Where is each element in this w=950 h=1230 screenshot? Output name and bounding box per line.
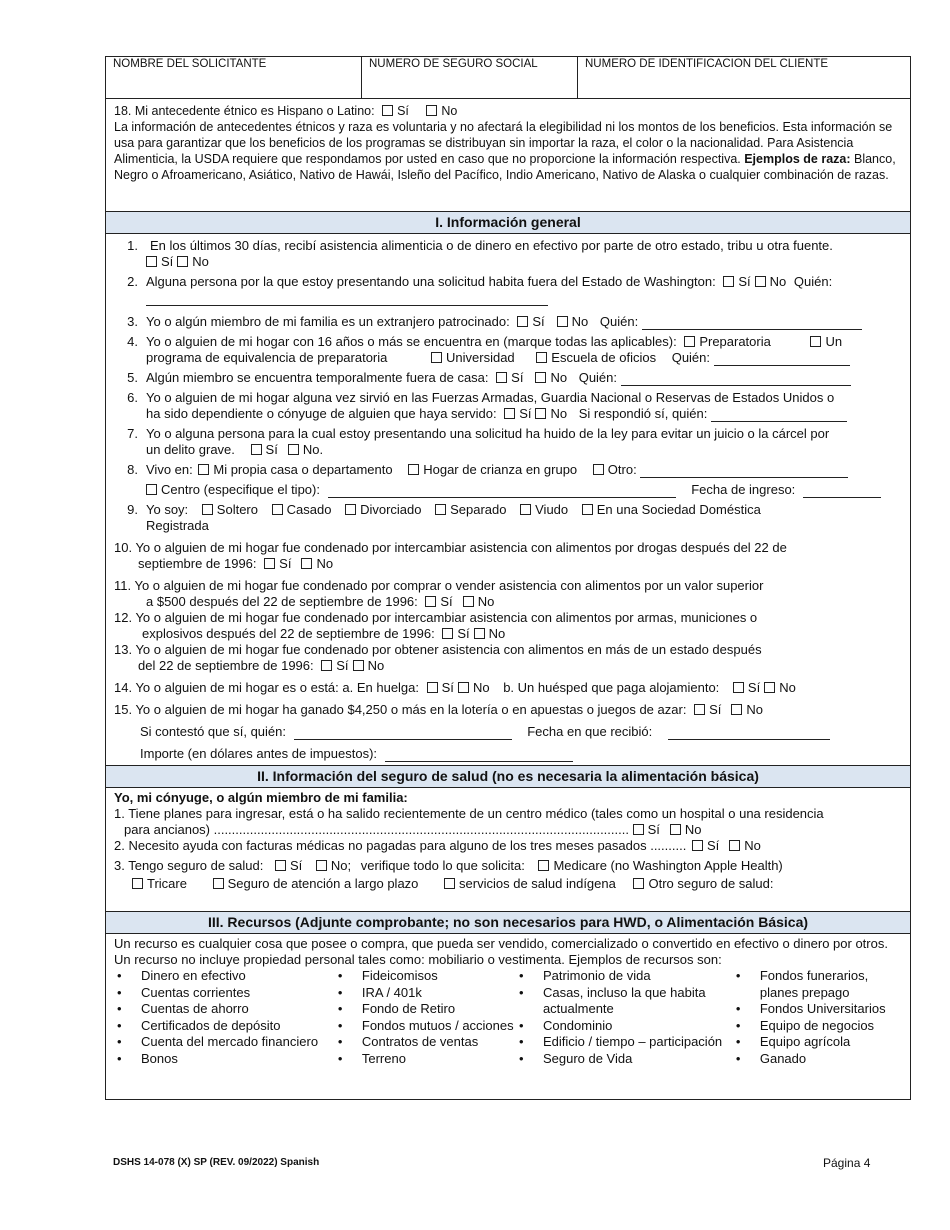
q9-opt-3-checkbox[interactable] <box>435 504 446 515</box>
q15-no-checkbox[interactable] <box>731 704 742 715</box>
s2-q3-options <box>114 876 902 892</box>
s2-tricare-checkbox[interactable] <box>132 878 143 889</box>
resource-item: • Ganado <box>733 1051 902 1068</box>
s2-q3 <box>114 858 902 874</box>
q9-num: 9. <box>127 502 138 517</box>
s2-q1-label-2: para ancianos) ................................................................................................................... <box>124 822 629 837</box>
q12-yes-label: Sí <box>457 626 470 641</box>
q14-b-no-label: No <box>779 680 796 695</box>
q13-yes-label: Sí <box>336 658 349 673</box>
resource-columns <box>114 968 902 1067</box>
q15-who-line[interactable] <box>294 727 512 740</box>
q2-yes-checkbox[interactable] <box>723 276 734 287</box>
q11-yes-checkbox[interactable] <box>425 596 436 607</box>
q10 <box>114 540 902 572</box>
resource-item: • Terreno <box>335 1051 516 1068</box>
q10-yes-label: Sí <box>279 556 292 571</box>
resource-item: • Condominio <box>516 1018 733 1035</box>
q15-date-label: Fecha en que recibió: <box>527 724 653 739</box>
q4-num: 4. <box>127 334 138 349</box>
q1-yes-checkbox[interactable] <box>146 256 157 267</box>
resource-item: • Fondo de Retiro <box>335 1001 516 1018</box>
resource-item: • Fondos Universitarios <box>733 1001 902 1018</box>
q18-text2: Blanco, Negro o Afroamericano, Asiático, Nativo de Hawái, Isleño del Pacífico, Indio Americano, Nativo de Alaska o cualquier combinación de razas. <box>114 152 896 182</box>
resource-item: • Fondos mutuos / acciones <box>335 1018 516 1035</box>
q10-label: 10. Yo o alguien de mi hogar fue condenado por intercambiar asistencia con alimentos por drogas después del 22 de <box>114 540 787 555</box>
q5-no-checkbox[interactable] <box>535 372 546 383</box>
resource-item: • Dinero en efectivo <box>114 968 335 985</box>
q9-opt-0-label: Soltero <box>216 502 258 517</box>
resource-item: • Contratos de ventas <box>335 1034 516 1051</box>
s2-q3-no-label: No; <box>330 858 352 873</box>
resource-item: • Equipo de negocios <box>733 1018 902 1035</box>
resource-item: • Fondos funerarios, planes prepago <box>733 968 902 1001</box>
q14-b-no-checkbox[interactable] <box>764 682 775 693</box>
q2-num: 2. <box>127 274 138 289</box>
q8-otro-checkbox[interactable] <box>593 464 604 475</box>
q8-casa-checkbox[interactable] <box>198 464 209 475</box>
q11-label-2: a $500 después del 22 de septiembre de 1996: <box>146 594 418 609</box>
page-number: Página 4 <box>823 1156 871 1170</box>
q6-label: Yo o alguien de mi hogar alguna vez sirvió en las Fuerzas Armadas, Guardia Nacional o Reservas de Estados Unidos o <box>146 390 835 405</box>
q18-explanation <box>114 119 902 183</box>
section-1-title: I. Información general <box>106 212 910 234</box>
q9 <box>114 502 902 534</box>
q1-label: En los últimos 30 días, recibí asistencia alimenticia o de dinero en efectivo por parte de otro estado, tribu u otra fuente. <box>150 238 833 253</box>
q8-centro-line[interactable] <box>328 485 676 498</box>
resource-item: • Casas, incluso la que habita actualmente <box>516 985 733 1018</box>
q10-label-2: septiembre de 1996: <box>138 556 257 571</box>
q7-label-2: un delito grave. <box>146 442 235 457</box>
resource-item: • Fideicomisos <box>335 968 516 985</box>
application-form <box>105 56 911 1100</box>
q7-no-checkbox[interactable] <box>288 444 299 455</box>
q3-label: Yo o algún miembro de mi familia es un extranjero patrocinado: <box>146 314 510 329</box>
resource-item: • Edificio / tiempo – participación <box>516 1034 733 1051</box>
q15-amount-label: Importe (en dólares antes de impuestos): <box>140 746 378 761</box>
q18-text1: La información de antecedentes étnicos y raza es voluntaria y no afectará la elegibilidad ni los montos de los beneficios. Esta información se usa para garantizar que los beneficios de los programas se distribuyan sin importar la raza, el color o la nacionalidad. Para Asistencia Alimenticia, la USDA requiere que respondamos por usted en caso que no proporcione la información respectiva. <box>114 120 893 166</box>
q15-amount-line[interactable] <box>385 749 573 762</box>
q3-no-checkbox[interactable] <box>557 316 568 327</box>
q9-opt-4-checkbox[interactable] <box>520 504 531 515</box>
resource-item: • Patrimonio de vida <box>516 968 733 985</box>
q5-no-label: No <box>550 370 568 385</box>
q1-no-checkbox[interactable] <box>177 256 188 267</box>
q9-opt-2-label: Divorciado <box>360 502 422 517</box>
s2-medicare-checkbox[interactable] <box>538 860 549 871</box>
q2-who-line[interactable] <box>146 293 548 306</box>
q2-yes-label: Sí <box>738 274 751 289</box>
q8-fecha-label: Fecha de ingreso: <box>691 482 796 497</box>
q1-yes-label: Sí <box>161 254 174 269</box>
resource-item: • IRA / 401k <box>335 985 516 1002</box>
q18-yes-checkbox[interactable] <box>382 105 393 116</box>
s2-q2-label: 2. Necesito ayuda con facturas médicas no pagadas para alguno de los tres meses pasados .......... <box>114 838 687 853</box>
q12-yes-checkbox[interactable] <box>442 628 453 639</box>
q14-a-yes-label: Sí <box>441 680 454 695</box>
q6 <box>114 390 902 422</box>
q18-label: 18. Mi antecedente étnico es Hispano o Latino: <box>114 104 375 118</box>
q2 <box>114 274 902 306</box>
q14-b-yes-label: Sí <box>747 680 761 695</box>
s2-q2 <box>114 838 902 854</box>
q13-no-checkbox[interactable] <box>353 660 364 671</box>
q4-label: Yo o alguien de mi hogar con 16 años o más se encuentra en (marque todas las aplicables): <box>146 334 677 349</box>
s2-q2-no-checkbox[interactable] <box>729 840 740 851</box>
client-id-label: NUMERO DE IDENTIFICACION DEL CLIENTE <box>585 58 829 70</box>
q4-un-label: Un <box>825 334 843 349</box>
q6-yes-label: Sí <box>519 406 532 421</box>
s2-q2-yes-label: Sí <box>706 838 720 853</box>
q18-no-checkbox[interactable] <box>426 105 437 116</box>
q1 <box>114 238 902 270</box>
q12-label: 12. Yo o alguien de mi hogar fue condenado por intercambiar asistencia con alimentos por armas, municiones o <box>114 610 758 625</box>
q6-who-line[interactable] <box>711 409 847 422</box>
q3 <box>114 314 902 330</box>
q9-opt-0-checkbox[interactable] <box>202 504 213 515</box>
resource-item: • Certificados de depósito <box>114 1018 335 1035</box>
q13-yes-checkbox[interactable] <box>321 660 332 671</box>
resource-item: • Bonos <box>114 1051 335 1068</box>
q8-hogar-label: Hogar de crianza en grupo <box>423 462 578 477</box>
q14-b-label: b. Un huésped que paga alojamiento: <box>503 680 720 695</box>
q1-no-label: No <box>192 254 209 269</box>
q9-opt-5-label: En una Sociedad Doméstica <box>596 502 761 517</box>
q11-no-label: No <box>477 594 495 609</box>
q8-hogar-checkbox[interactable] <box>408 464 419 475</box>
q6-yes-checkbox[interactable] <box>504 408 515 419</box>
resource-item: • Cuentas de ahorro <box>114 1001 335 1018</box>
q15-label: 15. Yo o alguien de mi hogar ha ganado $4,250 o más en la lotería o en apuestas o juegos de azar: <box>114 702 687 717</box>
form-id: DSHS 14-078 (X) SP (REV. 09/2022) Spanish <box>113 1157 320 1168</box>
q10-no-label: No <box>316 556 334 571</box>
resource-item: • Cuentas corrientes <box>114 985 335 1002</box>
q9-opt-4-label: Viudo <box>535 502 569 517</box>
ssn-label: NUMERO DE SEGURO SOCIAL <box>369 58 538 70</box>
q8-centro-checkbox[interactable] <box>146 484 157 495</box>
resource-col-2 <box>335 968 516 1067</box>
q2-label: Alguna persona por la que estoy presentando una solicitud habita fuera del Estado de Washington: <box>146 274 716 289</box>
q14-a-no-checkbox[interactable] <box>458 682 469 693</box>
q18-bold: Ejemplos de raza: <box>744 152 851 166</box>
resource-col-1 <box>114 968 335 1067</box>
s2-q3-verify-label: verifique todo lo que solicita: <box>360 858 525 873</box>
q6-no-checkbox[interactable] <box>535 408 546 419</box>
resource-item: • Equipo agrícola <box>733 1034 902 1051</box>
s2-other-label: Otro seguro de salud: <box>648 876 774 891</box>
q12-no-label: No <box>488 626 506 641</box>
q3-who-label: Quién: <box>599 314 639 329</box>
q5 <box>114 370 902 386</box>
q2-no-checkbox[interactable] <box>755 276 766 287</box>
q3-who-line[interactable] <box>642 317 862 330</box>
q9-opt-2-checkbox[interactable] <box>345 504 356 515</box>
q8-centro-label: Centro (especifique el tipo): <box>161 482 320 497</box>
header-row <box>106 57 910 99</box>
q3-yes-label: Sí <box>532 314 545 329</box>
q7-no-label: No. <box>302 442 324 457</box>
applicant-name-field[interactable] <box>106 57 362 98</box>
s2-longterm-label: Seguro de atención a largo plazo <box>227 876 419 891</box>
q8-otro-label: Otro: <box>607 462 637 477</box>
question-18 <box>106 99 910 212</box>
s2-q2-no-label: No <box>744 838 761 853</box>
s2-medicare-label: Medicare (no Washington Apple Health) <box>553 858 783 873</box>
q15-date-line[interactable] <box>668 727 830 740</box>
q7-num: 7. <box>127 426 138 441</box>
s3-intro: Un recurso es cualquier cosa que posee o compra, que pueda ser vendido, comercializado o convertido en efectivo o dinero por otros. Un recurso no incluye propiedad personal tales como: mobiliario o vestimenta. Ejemplos de recursos son: <box>114 936 888 967</box>
q12-no-checkbox[interactable] <box>474 628 485 639</box>
resource-item: • Seguro de Vida <box>516 1051 733 1068</box>
applicant-name-label: NOMBRE DEL SOLICITANTE <box>113 58 267 70</box>
q12 <box>114 610 902 642</box>
s2-q1-no-label: No <box>684 822 702 837</box>
q7-label: Yo o alguna persona para la cual estoy presentando una solicitud ha huido de la ley para evitar un juicio o la cárcel por <box>146 426 830 441</box>
s2-q3-yes-checkbox[interactable] <box>275 860 286 871</box>
q14-a-yes-checkbox[interactable] <box>427 682 438 693</box>
q5-who-line[interactable] <box>621 373 851 386</box>
q5-label: Algún miembro se encuentra temporalmente fuera de casa: <box>146 370 489 385</box>
q15-yes-label: Sí <box>709 702 722 717</box>
q18-no-label: No <box>441 104 458 118</box>
q7-yes-label: Sí <box>265 442 278 457</box>
q13 <box>114 642 902 674</box>
q15 <box>114 702 902 762</box>
q12-label-2: explosivos después del 22 de septiembre de 1996: <box>142 626 435 641</box>
q6-label-2: ha sido dependiente o cónyuge de alguien que haya servido: <box>146 406 497 421</box>
resource-col-4 <box>733 968 902 1067</box>
q5-yes-label: Sí <box>511 370 524 385</box>
q9-reg-label: Registrada <box>146 518 209 533</box>
q14 <box>114 680 902 696</box>
s2-q2-yes-checkbox[interactable] <box>692 840 703 851</box>
s2-tricare-label: Tricare <box>147 876 187 891</box>
q4-prep-checkbox[interactable] <box>684 336 695 347</box>
q11-yes-label: Sí <box>440 594 453 609</box>
q4-oficios-label: Escuela de oficios <box>551 350 657 365</box>
q6-num: 6. <box>127 390 138 405</box>
q6-if-label: Si respondió sí, quién: <box>578 406 708 421</box>
s2-q3-yes-label: Sí <box>290 858 303 873</box>
q3-no-label: No <box>571 314 589 329</box>
section-3 <box>106 934 910 1067</box>
q9-opt-1-checkbox[interactable] <box>272 504 283 515</box>
q8-label: Vivo en: <box>146 462 193 477</box>
s2-q1-no-checkbox[interactable] <box>670 824 681 835</box>
section-2 <box>106 788 910 911</box>
resource-col-3 <box>516 968 733 1067</box>
q18-yes-label: Sí <box>397 104 409 118</box>
q4-who-label: Quién: <box>671 350 711 365</box>
q4-univ-checkbox[interactable] <box>431 352 442 363</box>
q4 <box>114 334 902 366</box>
s2-q3-label: 3. Tengo seguro de salud: <box>114 858 264 873</box>
q4-univ-label: Universidad <box>446 350 515 365</box>
s2-indigenous-checkbox[interactable] <box>444 878 455 889</box>
q8-otro-line[interactable] <box>640 465 848 478</box>
q8 <box>114 462 902 498</box>
q15-no-label: No <box>746 702 763 717</box>
q3-yes-checkbox[interactable] <box>517 316 528 327</box>
s2-q1-label: 1. Tiene planes para ingresar, está o ha salido recientemente de un centro médico (tales como un hospital o una residencia <box>114 806 824 821</box>
q11-label: 11. Yo o alguien de mi hogar fue condenado por comprar o vender asistencia con alimentos por un valor superior <box>114 578 764 593</box>
q9-opt-1-label: Casado <box>286 502 332 517</box>
ssn-field[interactable] <box>362 57 578 98</box>
q4-equiv-label: programa de equivalencia de preparatoria <box>146 350 388 365</box>
q2-who-label: Quién: <box>793 274 833 289</box>
q4-prep-label: Preparatoria <box>699 334 771 349</box>
q13-no-label: No <box>367 658 385 673</box>
q1-num: 1. <box>127 238 138 253</box>
q8-casa-label: Mi propia casa o departamento <box>213 462 393 477</box>
q7-yes-checkbox[interactable] <box>251 444 262 455</box>
q11-no-checkbox[interactable] <box>463 596 474 607</box>
q10-yes-checkbox[interactable] <box>264 558 275 569</box>
q13-label-2: del 22 de septiembre de 1996: <box>138 658 314 673</box>
q9-opt-3-label: Separado <box>450 502 507 517</box>
q9-label: Yo soy: <box>146 502 189 517</box>
client-id-field[interactable] <box>578 57 910 98</box>
q15-who-label: Si contestó que sí, quién: <box>140 724 286 739</box>
q10-no-checkbox[interactable] <box>301 558 312 569</box>
s2-lead: Yo, mi cónyuge, o algún miembro de mi familia: <box>114 790 408 805</box>
q4-oficios-checkbox[interactable] <box>536 352 547 363</box>
section-2-title: II. Información del seguro de salud (no es necesaria la alimentación básica) <box>106 765 910 788</box>
q11 <box>114 578 902 610</box>
q14-a-no-label: No <box>472 680 490 695</box>
q7 <box>114 426 902 458</box>
q5-who-label: Quién: <box>578 370 618 385</box>
q9-opt-5-checkbox[interactable] <box>582 504 593 515</box>
q5-num: 5. <box>127 370 138 385</box>
q4-who-line[interactable] <box>714 353 850 366</box>
s2-longterm-checkbox[interactable] <box>213 878 224 889</box>
section-3-title: III. Recursos (Adjunte comprobante; no son necesarios para HWD, o Alimentación Básica) <box>106 911 910 934</box>
s2-other-checkbox[interactable] <box>633 878 644 889</box>
q14-b-yes-checkbox[interactable] <box>733 682 744 693</box>
q8-fecha-line[interactable] <box>803 485 881 498</box>
q4-un-checkbox[interactable] <box>810 336 821 347</box>
q15-yes-checkbox[interactable] <box>694 704 705 715</box>
q5-yes-checkbox[interactable] <box>496 372 507 383</box>
q14-label: 14. Yo o alguien de mi hogar es o está: a. En huelga: <box>114 680 420 695</box>
q8-num: 8. <box>127 462 138 477</box>
s2-q1 <box>114 806 902 822</box>
s2-q1-line2 <box>114 822 902 838</box>
s2-q1-yes-checkbox[interactable] <box>633 824 644 835</box>
section-1 <box>106 234 910 765</box>
resource-item: • Cuenta del mercado financiero <box>114 1034 335 1051</box>
q2-no-label: No <box>769 274 787 289</box>
s2-q3-no-checkbox[interactable] <box>316 860 327 871</box>
s2-indigenous-label: servicios de salud indígena <box>459 876 616 891</box>
s2-q1-yes-label: Sí <box>647 822 660 837</box>
q6-no-label: No <box>550 406 568 421</box>
q13-label: 13. Yo o alguien de mi hogar fue condenado por obtener asistencia con alimentos en más de un estado después <box>114 642 762 657</box>
q3-num: 3. <box>127 314 138 329</box>
